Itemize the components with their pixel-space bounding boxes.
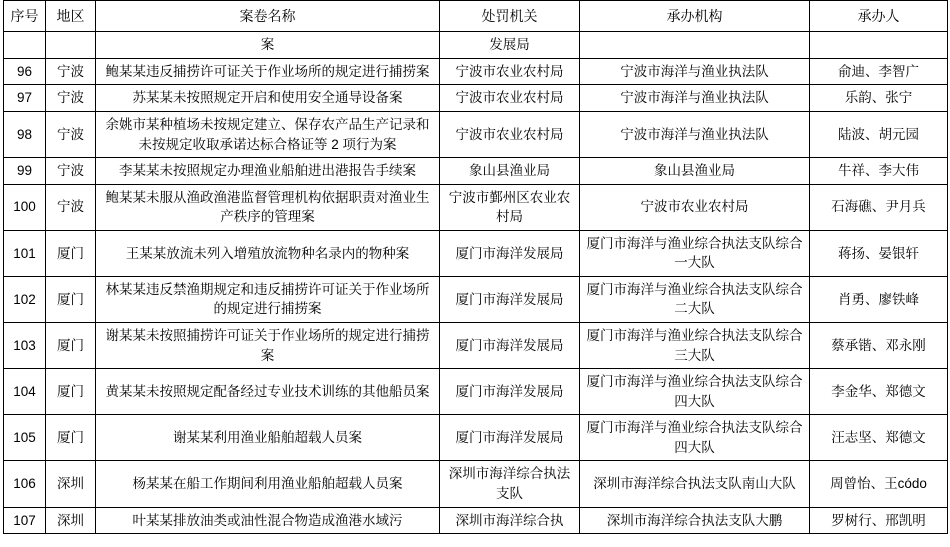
cell-handler: 李金华、郑德文 [810,369,948,415]
cell-handler: 蒋扬、晏银轩 [810,230,948,276]
cell-region: 厦门 [46,369,96,415]
table-row [4,276,948,322]
table-row [4,230,948,276]
cell-handling-org: 厦门市海洋与渔业综合执法支队综合一大队 [580,230,810,276]
case-table [3,0,948,534]
cell-index: 105 [4,415,46,461]
cell-handler: 蔡承锴、邓永刚 [810,323,948,369]
table-row [4,507,948,534]
cell-region: 宁波 [46,111,96,157]
table-row [4,111,948,157]
cell-region: 宁波 [46,184,96,230]
cell-handling-org: 宁波市海洋与渔业执法队 [580,111,810,157]
cell-case-name: 李某某未按照规定办理渔业船舶进出港报告手续案 [96,158,440,185]
cell-punish-authority: 宁波市农业农村局 [440,58,580,85]
cell-handling-org: 厦门市海洋与渔业综合执法支队综合四大队 [580,369,810,415]
cell-case-name: 林某某违反禁渔期规定和违反捕捞许可证关于作业场所的规定进行捕捞案 [96,276,440,322]
cell-case-name: 余姚市某种植场未按规定建立、保存农产品生产记录和未按规定收取承诺达标合格证等 2 项行为案 [96,111,440,157]
table-body [4,32,948,534]
cell-region [46,32,96,59]
cell-region: 深圳 [46,507,96,534]
cell-region: 宁波 [46,58,96,85]
cell-case-name: 杨某某在船工作期间利用渔业船舶超载人员案 [96,461,440,507]
cell-handler [810,32,948,59]
column-header-case-name: 案卷名称 [96,1,440,32]
cell-handler: 罗树行、邢凯明 [810,507,948,534]
cell-punish-authority: 厦门市海洋发展局 [440,415,580,461]
table-row-partial-top [4,32,948,59]
cell-case-name: 案 [96,32,440,59]
table-row [4,58,948,85]
cell-handling-org: 宁波市海洋与渔业执法队 [580,58,810,85]
cell-handling-org: 深圳市海洋综合执法支队南山大队 [580,461,810,507]
cell-case-name: 谢某某利用渔业船舶超载人员案 [96,415,440,461]
cell-handling-org: 深圳市海洋综合执法支队大鹏 [580,507,810,534]
cell-case-name: 苏某某未按照规定开启和使用安全通导设备案 [96,85,440,112]
cell-case-name: 叶某某排放油类或油性混合物造成渔港水域污 [96,507,440,534]
cell-handler: 俞迪、李智广 [810,58,948,85]
column-header-handling-org: 承办机构 [580,1,810,32]
cell-case-name: 黄某某未按照规定配备经过专业技术训练的其他船员案 [96,369,440,415]
cell-handler: 汪志坚、郑德文 [810,415,948,461]
cell-handling-org: 宁波市农业农村局 [580,184,810,230]
cell-punish-authority: 深圳市海洋综合执法支队 [440,461,580,507]
cell-region: 宁波 [46,158,96,185]
cell-handling-org: 宁波市海洋与渔业执法队 [580,85,810,112]
cell-case-name: 王某某放流未列入增殖放流物种名录内的物种案 [96,230,440,276]
cell-region: 深圳 [46,461,96,507]
cell-handling-org: 厦门市海洋与渔业综合执法支队综合二大队 [580,276,810,322]
cell-index: 98 [4,111,46,157]
cell-index: 106 [4,461,46,507]
cell-case-name: 鲍某某违反捕捞许可证关于作业场所的规定进行捕捞案 [96,58,440,85]
cell-punish-authority: 厦门市海洋发展局 [440,276,580,322]
table-row [4,369,948,415]
table-row [4,323,948,369]
cell-region: 厦门 [46,323,96,369]
cell-handler: 肖勇、廖铁峰 [810,276,948,322]
table-row [4,461,948,507]
cell-punish-authority: 宁波市农业农村局 [440,111,580,157]
table-row [4,158,948,185]
cell-index: 96 [4,58,46,85]
cell-handler: 乐韵、张宁 [810,85,948,112]
cell-case-name: 谢某某未按照捕捞许可证关于作业场所的规定进行捕捞案 [96,323,440,369]
cell-handler: 陆波、胡元园 [810,111,948,157]
cell-index: 102 [4,276,46,322]
cell-region: 宁波 [46,85,96,112]
cell-case-name: 鲍某某未服从渔政渔港监督管理机构依据职责对渔业生产秩序的管理案 [96,184,440,230]
cell-punish-authority: 象山县渔业局 [440,158,580,185]
cell-region: 厦门 [46,415,96,461]
column-header-handler: 承办人 [810,1,948,32]
cell-handling-org: 厦门市海洋与渔业综合执法支队综合四大队 [580,415,810,461]
cell-punish-authority: 发展局 [440,32,580,59]
table-header-row [4,1,948,32]
cell-index: 103 [4,323,46,369]
column-header-region: 地区 [46,1,96,32]
cell-index: 99 [4,158,46,185]
cell-punish-authority: 厦门市海洋发展局 [440,323,580,369]
cell-punish-authority: 厦门市海洋发展局 [440,230,580,276]
table-row [4,184,948,230]
cell-handler: 牛祥、李大伟 [810,158,948,185]
cell-punish-authority: 宁波市鄞州区农业农村局 [440,184,580,230]
cell-region: 厦门 [46,230,96,276]
cell-region: 厦门 [46,276,96,322]
cell-punish-authority: 宁波市农业农村局 [440,85,580,112]
cell-index: 101 [4,230,46,276]
cell-index [4,32,46,59]
table-row [4,85,948,112]
cell-handling-org [580,32,810,59]
cell-index: 104 [4,369,46,415]
cell-index: 100 [4,184,46,230]
cell-handling-org: 厦门市海洋与渔业综合执法支队综合三大队 [580,323,810,369]
cell-index: 107 [4,507,46,534]
cell-handler: 周曾怡、王códo [810,461,948,507]
table-row [4,415,948,461]
cell-handler: 石海礁、尹月兵 [810,184,948,230]
cell-handling-org: 象山县渔业局 [580,158,810,185]
column-header-index: 序号 [4,1,46,32]
cell-punish-authority: 深圳市海洋综合执 [440,507,580,534]
cell-punish-authority: 厦门市海洋发展局 [440,369,580,415]
column-header-punish-authority: 处罚机关 [440,1,580,32]
cell-index: 97 [4,85,46,112]
